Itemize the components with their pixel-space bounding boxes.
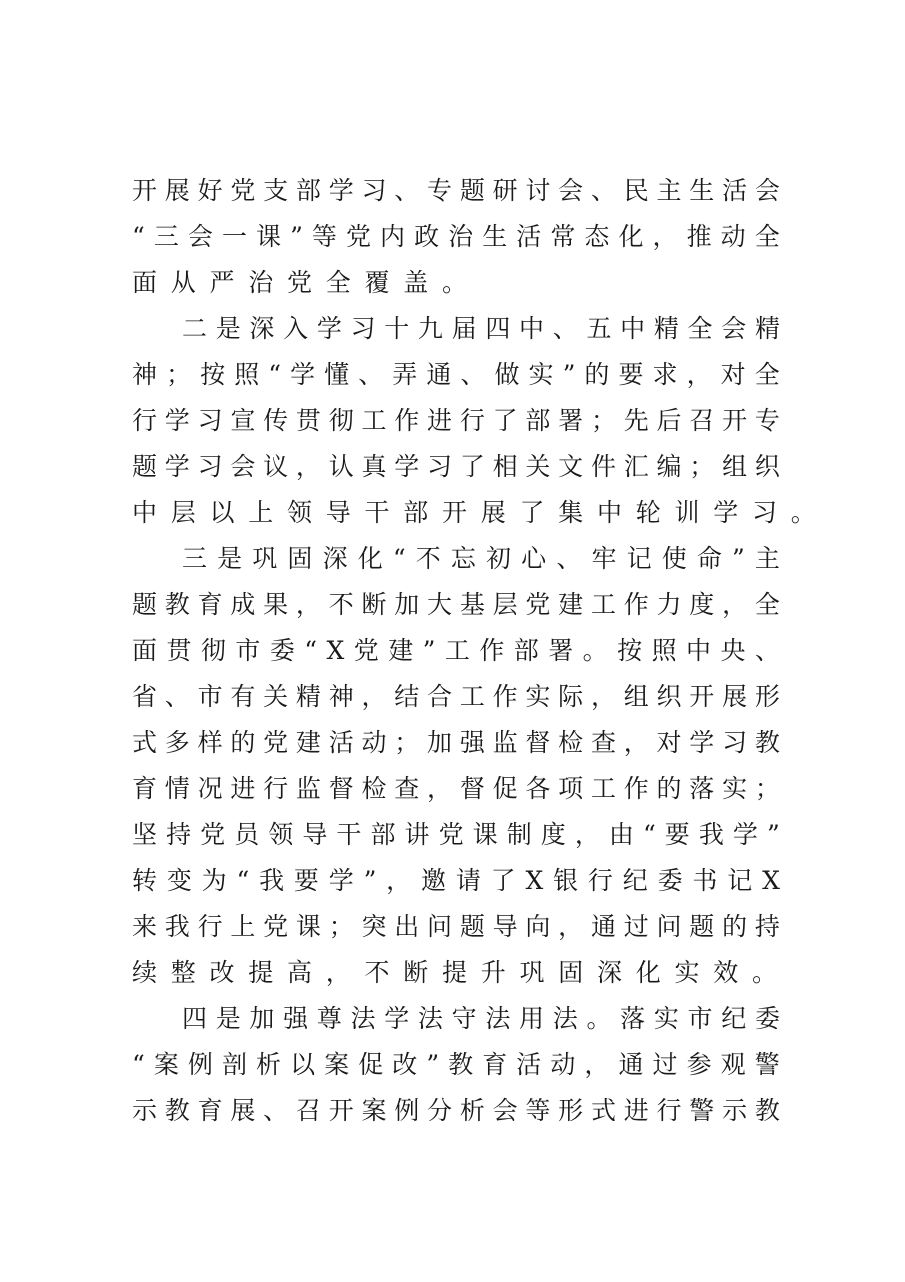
text-line-content: 题 教 育 成 果 ， 不 断 加 大 基 层 党 建 工 作 力 度 ， 全 (132, 590, 780, 619)
text-line-content: 面 贯 彻 市 委 “ X 党 建 ” 工 作 部 署 。 按 照 中 央 、 (132, 636, 780, 665)
text-line-content: 三 是 巩 固 深 化 “ 不 忘 初 心 、 牢 记 使 命 ” 主 (182, 544, 780, 573)
text-line (132, 812, 780, 858)
text-line (132, 628, 780, 674)
text-line (132, 398, 780, 444)
text-line (132, 536, 780, 582)
text-line-content: 来 我 行 上 党 课 ； 突 出 问 题 导 向 ， 通 过 问 题 的 持 (132, 912, 780, 941)
text-line-content: 面从严治党全覆盖。 (132, 268, 481, 297)
text-line-content: 省 、 市 有 关 精 神 ， 结 合 工 作 实 际 ， 组 织 开 展 形 (132, 682, 780, 711)
text-line-content: 二 是 深 入 学 习 十 九 届 四 中 、 五 中 精 全 会 精 (182, 314, 780, 343)
text-line (132, 490, 830, 536)
body-text (132, 168, 830, 1134)
text-line (132, 904, 780, 950)
text-line-content: “ 案 例 剖 析 以 案 促 改 ” 教 育 活 动 ， 通 过 参 观 警 (132, 1050, 780, 1079)
paragraph-3 (132, 536, 791, 996)
text-line-content: 转 变 为 “ 我 要 学 ” ， 邀 请 了 X 银 行 纪 委 书 记 X (132, 866, 780, 895)
text-line (132, 720, 780, 766)
text-line (132, 352, 780, 398)
text-line-content: 四 是 加 强 尊 法 学 法 守 法 用 法 。 落 实 市 纪 委 (182, 1004, 780, 1033)
text-line-content: 育 情 况 进 行 监 督 检 查 ， 督 促 各 项 工 作 的 落 实 ； (132, 774, 780, 803)
text-line-content: “ 三 会 一 课 ” 等 党 内 政 治 生 活 常 态 化 ， 推 动 全 (132, 222, 780, 251)
text-line (132, 858, 780, 904)
text-line-content: 中层以上领导干部开展了集中轮训学习。 (132, 498, 830, 527)
text-line (132, 1042, 780, 1088)
text-line-content: 题 学 习 会 议 ， 认 真 学 习 了 相 关 文 件 汇 编 ； 组 织 (132, 452, 780, 481)
paragraph-1 (132, 168, 780, 306)
text-line (132, 306, 780, 352)
paragraph-2 (132, 306, 830, 536)
text-line (132, 950, 791, 996)
text-line (132, 582, 780, 628)
text-line (132, 1088, 780, 1134)
text-line-content: 坚 持 党 员 领 导 干 部 讲 党 课 制 度 ， 由 “ 要 我 学 ” (132, 820, 780, 849)
paragraph-4 (132, 996, 780, 1134)
text-line (132, 168, 780, 214)
text-line-content: 式 多 样 的 党 建 活 动 ； 加 强 监 督 检 查 ， 对 学 习 教 (132, 728, 780, 757)
text-line (132, 444, 780, 490)
text-line-content: 行 学 习 宣 传 贯 彻 工 作 进 行 了 部 署 ； 先 后 召 开 专 (132, 406, 780, 435)
text-line-content: 神 ； 按 照 “ 学 懂 、 弄 通 、 做 实 ” 的 要 求 ， 对 全 (132, 360, 780, 389)
text-line (132, 766, 780, 812)
text-line-content: 示 教 育 展 、 召 开 案 例 分 析 会 等 形 式 进 行 警 示 教 (132, 1096, 780, 1125)
text-line (132, 996, 780, 1042)
text-line (132, 674, 780, 720)
text-line-content: 续整改提高，不断提升巩固深化实效。 (132, 958, 791, 987)
text-line-content: 开 展 好 党 支 部 学 习 、 专 题 研 讨 会 、 民 主 生 活 会 (132, 176, 780, 205)
text-line (132, 214, 780, 260)
text-line (132, 260, 780, 306)
